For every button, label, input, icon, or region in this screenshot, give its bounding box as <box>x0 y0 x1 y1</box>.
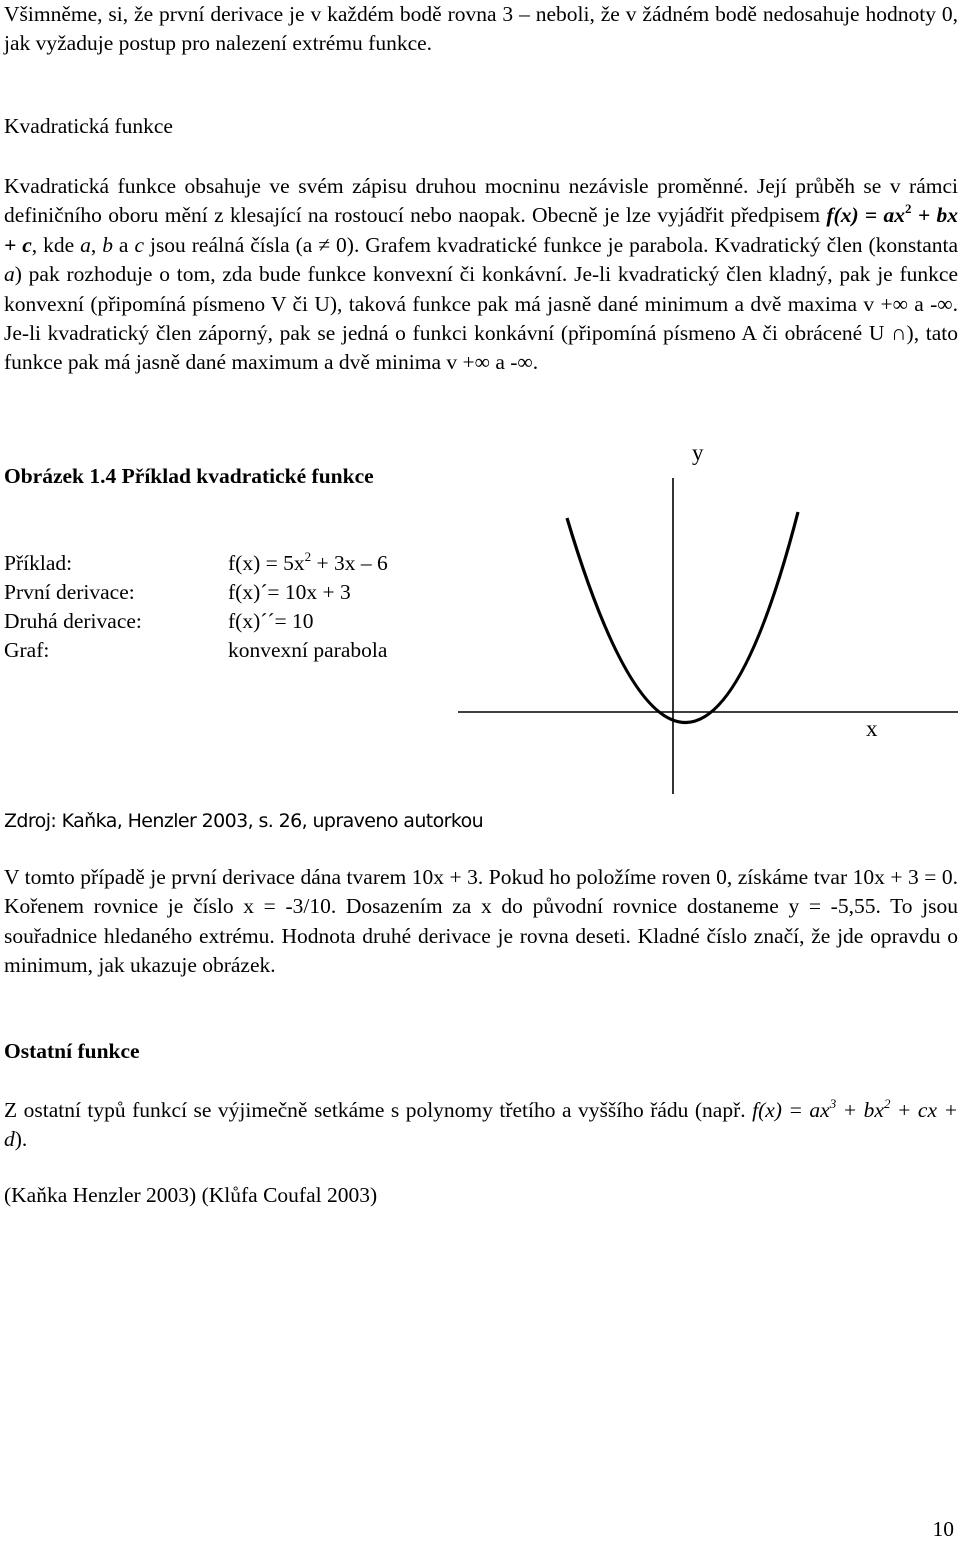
row-label: První derivace: <box>4 580 135 604</box>
formula-rest: + bx + c <box>4 203 958 257</box>
section-heading-quadratic: Kvadratická funkce <box>4 114 173 138</box>
quadratic-text-1: Kvadratická funkce obsahuje ve svém zápisu druhou mocninu nezávisle proměnné. Její průběh se v rámci definičního oboru mění z klesající na rostoucí nebo naopak. Obecně je lze vyjádřit předpisem <box>4 174 958 228</box>
parabola-curve <box>567 512 798 723</box>
var-a-2: a <box>4 262 15 287</box>
poly-post: + cx + d <box>4 1098 958 1152</box>
quadratic-paragraph <box>4 172 958 378</box>
var-b: b <box>102 232 113 257</box>
references: (Kaňka Henzler 2003) (Klůfa Coufal 2003) <box>4 1183 378 1207</box>
row-label: Druhá derivace: <box>4 609 142 633</box>
var-a: a <box>80 232 91 257</box>
quadratic-text-4: ) pak rozhoduje o tom, zda bude funkce konvexní či konkávní. Je-li kvadratický člen kladný, pak je funkce konvexní (připomíná písmeno V či U), taková funkce pak má jasně dané minimum a dvě maxima v +∞ a -∞. Je-li kvadratický člen záporný, pak se jedná o funkci konkávní (připomíná písmeno A či obrácené U ∩), tato funkce pak má jasně dané maximum a dvě minima v +∞ a -∞. <box>4 262 958 375</box>
var-c: c <box>134 232 144 257</box>
y-axis-label: y <box>692 440 704 465</box>
formula-eq: = <box>858 203 884 228</box>
formula-f: f(x) <box>826 203 859 228</box>
comma: , <box>90 232 103 257</box>
intro-paragraph: Všimněme, si, že první derivace je v každém bodě rovna 3 – neboli, že v žádném bodě nedosahuje hodnoty 0, jak vyžaduje postup pro nalezení extrému funkce. <box>4 2 958 56</box>
row-value <box>228 549 388 578</box>
formula-exp: 2 <box>905 201 912 217</box>
value-pre: f(x) = 5x <box>228 551 305 575</box>
figure-source: Zdroj: Kaňka, Henzler 2003, s. 26, upraveno autorkou <box>4 810 484 832</box>
row-label: Příklad: <box>4 551 73 575</box>
value-sup: 2 <box>304 549 312 564</box>
poly-sup-2: 2 <box>883 1096 891 1111</box>
value-post: + 3x – 6 <box>311 551 388 575</box>
poly-sup-3: 3 <box>829 1096 837 1111</box>
x-axis-label: x <box>866 716 878 741</box>
formula-ax: ax <box>883 203 906 228</box>
row-value: f(x)´´= 10 <box>228 609 314 633</box>
row-value: konvexní parabola <box>228 638 388 662</box>
other-paragraph <box>4 1096 958 1155</box>
poly-mid: + bx <box>836 1098 884 1122</box>
page-number: 10 <box>932 1517 954 1541</box>
row-label: Graf: <box>4 638 50 662</box>
figure-caption: Obrázek 1.4 Příklad kvadratické funkce <box>4 464 374 488</box>
poly-pre: f(x) = ax <box>752 1098 830 1122</box>
other-text-pre: Z ostatní typů funkcí se výjimečně setkáme s polynomy třetího a vyššího řádu (např. <box>4 1098 753 1122</box>
and-word: a <box>112 232 135 257</box>
quadratic-text-2: , kde <box>31 232 81 257</box>
row-value: f(x)´= 10x + 3 <box>228 580 351 604</box>
quadratic-text-3: jsou reálná čísla (a ≠ 0). Grafem kvadratické funkce je parabola. Kvadratický člen (konstanta <box>144 232 959 257</box>
section-heading-other: Ostatní funkce <box>4 1039 140 1063</box>
other-text-post: ). <box>14 1127 28 1152</box>
explanation-paragraph: V tomto případě je první derivace dána tvarem 10x + 3. Pokud ho položíme roven 0, získáme tvar 10x + 3 = 0. Kořenem rovnice je číslo x = -3/10. Dosazením za x do původní rovnice dostaneme y = -5,55. To jsou souřadnice hledaného extrému. Hodnota druhé derivace je rovna deseti. Kladné číslo značí, že jde opravdu o minimum, jak ukazuje obrázek. <box>4 865 958 978</box>
parabola-graph <box>440 430 960 800</box>
